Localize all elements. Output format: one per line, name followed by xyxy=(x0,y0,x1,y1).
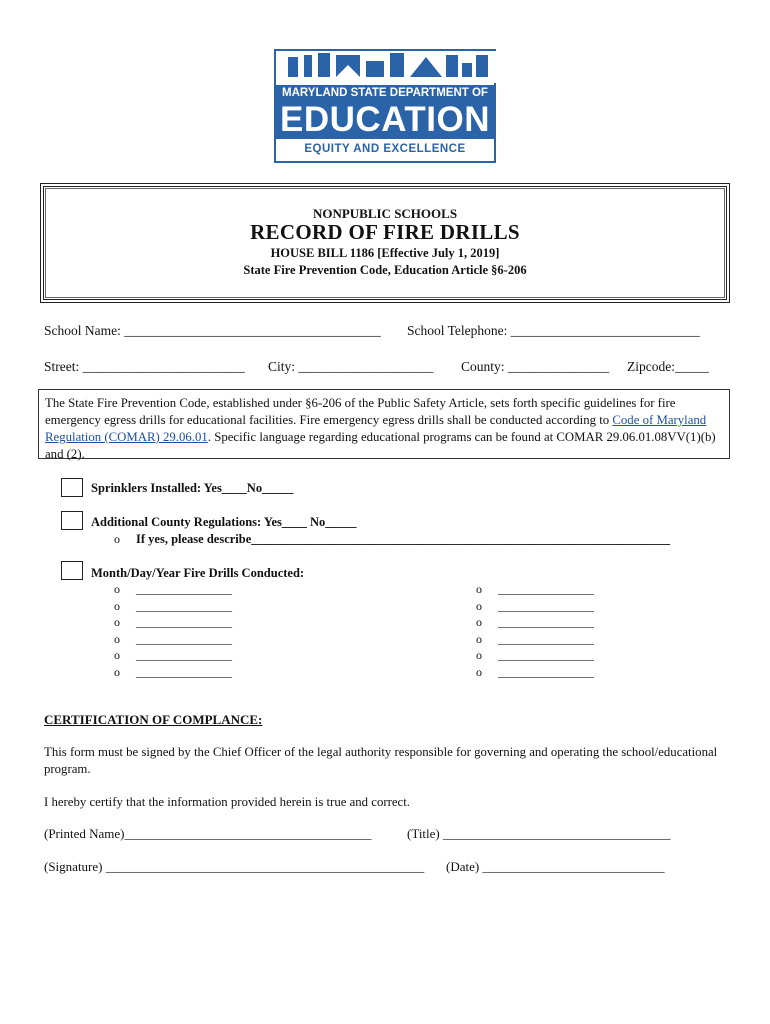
drill-date-row[interactable] xyxy=(114,648,232,663)
logo-name-text: EDUCATION xyxy=(276,101,494,139)
fire-code-reference: State Fire Prevention Code, Education Article §6-206 xyxy=(243,263,527,277)
drill-date-row[interactable] xyxy=(114,631,232,647)
school-telephone-field[interactable]: School Telephone: ____________________________ xyxy=(407,323,700,338)
drill-date-blank[interactable]: ________________ xyxy=(498,582,594,596)
sprinklers-checkbox[interactable] xyxy=(61,478,83,497)
bullet-icon: o xyxy=(114,664,120,679)
logo-graphic-icon xyxy=(276,51,498,83)
logo-tagline: EQUITY AND EXCELLENCE xyxy=(304,143,466,155)
bullet-icon: o xyxy=(114,598,120,613)
logo-agency-text: MARYLAND STATE DEPARTMENT OF xyxy=(276,85,494,101)
drill-date-row[interactable] xyxy=(476,664,594,680)
school-name-field[interactable]: School Name: ______________________________________ xyxy=(44,323,381,338)
drill-date-blank[interactable]: ________________ xyxy=(136,615,232,629)
bullet-icon: o xyxy=(114,582,120,596)
bullet-icon: o xyxy=(476,615,482,629)
form-category: NONPUBLIC SCHOOLS xyxy=(312,206,458,221)
certification-statement: I hereby certify that the information provided herein is true and correct. xyxy=(44,795,410,809)
drill-date-blank[interactable]: ________________ xyxy=(498,664,594,679)
drill-date-row[interactable] xyxy=(476,582,594,597)
describe-bullet-icon: o xyxy=(114,532,120,546)
info-text-after: . Specific language regarding educational programs can be found at COMAR 29.06.01.08VV(1)(b) and (2). xyxy=(45,430,716,461)
drill-date-blank[interactable]: ________________ xyxy=(136,598,232,613)
county-regulations-label: Additional County Regulations: Yes____ No_____ xyxy=(91,515,357,529)
bullet-icon: o xyxy=(476,631,482,646)
bullet-icon: o xyxy=(114,631,120,646)
date-field[interactable]: (Date) ____________________________ xyxy=(446,859,665,874)
drill-date-row[interactable] xyxy=(114,664,232,680)
drill-date-row[interactable] xyxy=(476,615,594,630)
info-text-before: The State Fire Prevention Code, established under §6-206 of the Public Safety Article, sets forth specific guidelines for fire emergency egress drills for educational facilities. Fire emergency egress drills shall be conducted according to xyxy=(45,396,676,427)
drill-date-blank[interactable]: ________________ xyxy=(498,615,594,629)
bullet-icon: o xyxy=(114,615,120,629)
bullet-icon: o xyxy=(114,648,120,662)
drill-date-blank[interactable]: ________________ xyxy=(136,664,232,679)
signature-field[interactable]: (Signature) _________________________________________________ xyxy=(44,859,425,874)
drills-label: Month/Day/Year Fire Drills Conducted: xyxy=(91,566,305,580)
drill-date-row[interactable] xyxy=(114,582,232,597)
printed-name-field[interactable]: (Printed Name)______________________________________ xyxy=(44,826,372,841)
county-regulations-checkbox[interactable] xyxy=(61,511,83,530)
house-bill: HOUSE BILL 1186 [Effective July 1, 2019] xyxy=(270,246,500,260)
drill-date-blank[interactable]: ________________ xyxy=(498,631,594,646)
drills-checkbox[interactable] xyxy=(61,561,83,580)
drill-date-blank[interactable]: ________________ xyxy=(498,648,594,662)
county-field[interactable]: County: _______________ xyxy=(461,359,610,374)
drill-date-row[interactable] xyxy=(114,598,232,614)
comar-link[interactable]: Code of Maryland Regulation (COMAR) 29.06.01 xyxy=(45,413,707,444)
drill-date-blank[interactable]: ________________ xyxy=(498,598,594,613)
title-field[interactable]: (Title) ___________________________________ xyxy=(407,826,671,841)
bullet-icon: o xyxy=(476,582,482,596)
fire-code-info-box xyxy=(38,389,730,459)
bullet-icon: o xyxy=(476,664,482,679)
certification-instructions: This form must be signed by the Chief Officer of the legal authority responsible for governing and operating the school/educational program. xyxy=(44,745,718,776)
drill-date-blank[interactable]: ________________ xyxy=(136,631,232,646)
drill-date-row[interactable] xyxy=(476,648,594,663)
zipcode-field[interactable]: Zipcode:_____ xyxy=(627,359,709,374)
sprinklers-label: Sprinklers Installed: Yes____No_____ xyxy=(91,481,294,495)
certification-heading: CERTIFICATION OF COMPLANCE: xyxy=(44,712,263,727)
drill-date-row[interactable] xyxy=(476,598,594,614)
form-title: RECORD OF FIRE DRILLS xyxy=(250,220,520,244)
bullet-icon: o xyxy=(476,598,482,613)
title-box xyxy=(40,183,730,303)
drill-date-blank[interactable]: ________________ xyxy=(136,648,232,662)
drill-date-row[interactable] xyxy=(114,615,232,630)
street-field[interactable]: Street: ________________________ xyxy=(44,359,245,374)
msde-logo xyxy=(274,49,496,163)
describe-field[interactable]: If yes, please describe___________________________________________________________________ xyxy=(136,532,671,546)
bullet-icon: o xyxy=(476,648,482,662)
drill-date-row[interactable] xyxy=(476,631,594,647)
drill-date-blank[interactable]: ________________ xyxy=(136,582,232,596)
city-field[interactable]: City: ____________________ xyxy=(268,359,434,374)
